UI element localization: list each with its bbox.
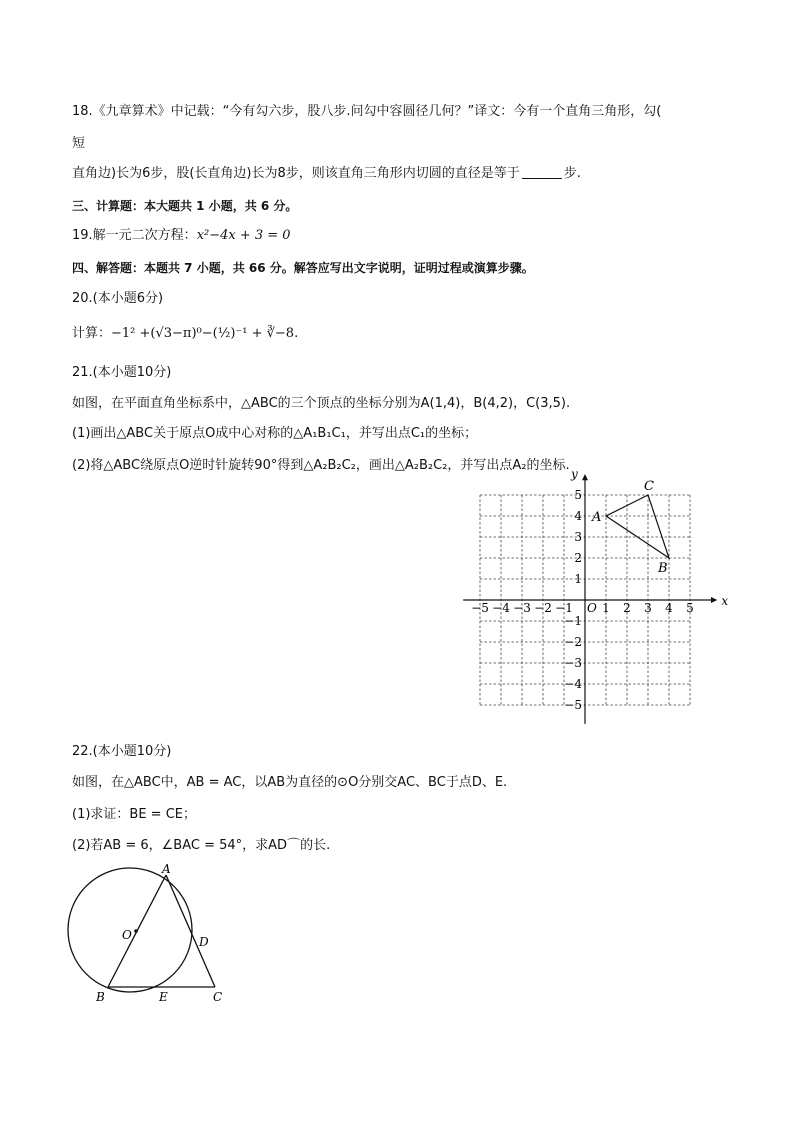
q18-line1: 18.《九章算术》中记载：“今有勾六步，股八步.问勾中容圆径几何？”译文：今有一个直角三角形，勾( [72,104,662,119]
y-tick-label: 5 [574,488,582,502]
y-tick-label: −1 [564,614,582,628]
y-tick-label: −2 [564,635,582,649]
q22-text: 如图，在△ABC中，AB = AC，以AB为直径的⊙O分别交AC、BC于点D、E. [72,775,508,790]
x-tick-label: 4 [665,601,673,615]
q20-expression [72,326,298,342]
q18-line3 [72,166,581,182]
x-axis-arrow [711,597,717,603]
answer-blank [522,166,562,179]
section-4-heading: 四、解答题：本题共 7 小题，共 66 分。解答应写出文字说明，证明过程或演算步骤。 [72,261,534,275]
y-axis-label: y [571,467,578,482]
center-point-o [134,929,138,933]
q19-prefix: 19.解一元二次方程： [72,228,197,243]
q20-expr: −1² +(√3−π)⁰−(½)⁻¹ + ∛−8. [111,326,299,341]
q22-part1: (1)求证：BE = CE； [72,807,196,822]
y-tick-label: 2 [574,551,582,565]
q19 [72,228,291,244]
triangle-abc [591,479,669,576]
q21-part2: (2)将△ABC绕原点O逆时针旋转90°得到△A₂B₂C₂，画出△A₂B₂C₂，并写出点A₂的坐标. [72,458,570,473]
x-tick-label: −2 [534,601,552,615]
triangle-abc-outline [606,495,669,558]
x-tick-label: −1 [555,601,573,615]
q21-text: 如图，在平面直角坐标系中，△ABC的三个顶点的坐标分别为A(1,4)，B(4,2)，C(3,5). [72,396,571,411]
circle-triangle-figure [64,860,239,1010]
q18-line3-end: 步. [563,166,581,181]
x-tick-label: −5 [471,601,489,615]
coordinate-grid-figure [455,467,729,712]
x-tick-label: −3 [513,601,531,615]
q22-header: 22.(本小题10分) [72,744,172,759]
q18-line3-text: 直角边)长为6步，股(长直角边)长为8步，则该直角三角形内切圆的直径是等于 [72,166,520,181]
axes [463,467,728,724]
x-tick-label: 2 [623,601,631,615]
vertex-label-a: A [592,510,602,525]
y-tick-label: 1 [574,572,582,586]
q21-part1: (1)画出△ABC关于原点O成中心对称的△A₁B₁C₁，并写出点C₁的坐标； [72,426,478,441]
origin-label: O [587,601,597,615]
y-tick-label: −5 [564,698,582,712]
vertex-label-c: C [644,479,654,494]
q21-header: 21.(本小题10分) [72,365,172,380]
q19-equation: x²−4x + 3 = 0 [196,228,291,243]
x-axis-label: x [721,594,729,608]
label-b: B [96,990,105,1004]
y-tick-label: −3 [564,656,582,670]
label-e: E [159,990,168,1004]
x-tick-label: 5 [686,601,694,615]
x-tick-label: 1 [602,601,610,615]
x-tick-label: −4 [492,601,510,615]
label-a: A [162,862,171,876]
x-tick-label: 3 [644,601,652,615]
segment-ac [166,875,215,987]
label-d: D [199,935,209,949]
y-tick-label: −4 [564,677,582,691]
section-3-heading: 三、计算题：本大题共 1 小题，共 6 分。 [72,199,298,213]
q18-line2: 短 [72,136,86,151]
y-tick-label: 4 [574,509,582,523]
label-c: C [213,990,223,1004]
y-axis-arrow [582,474,588,480]
q20-prefix: 计算： [72,326,112,341]
y-tick-label: 3 [574,530,582,544]
q22-part2: (2)若AB = 6，∠BAC = 54°，求AD⌒的长. [72,838,331,853]
vertex-label-b: B [658,561,668,576]
label-o: O [122,928,132,942]
q20-header: 20.(本小题6分) [72,291,164,306]
